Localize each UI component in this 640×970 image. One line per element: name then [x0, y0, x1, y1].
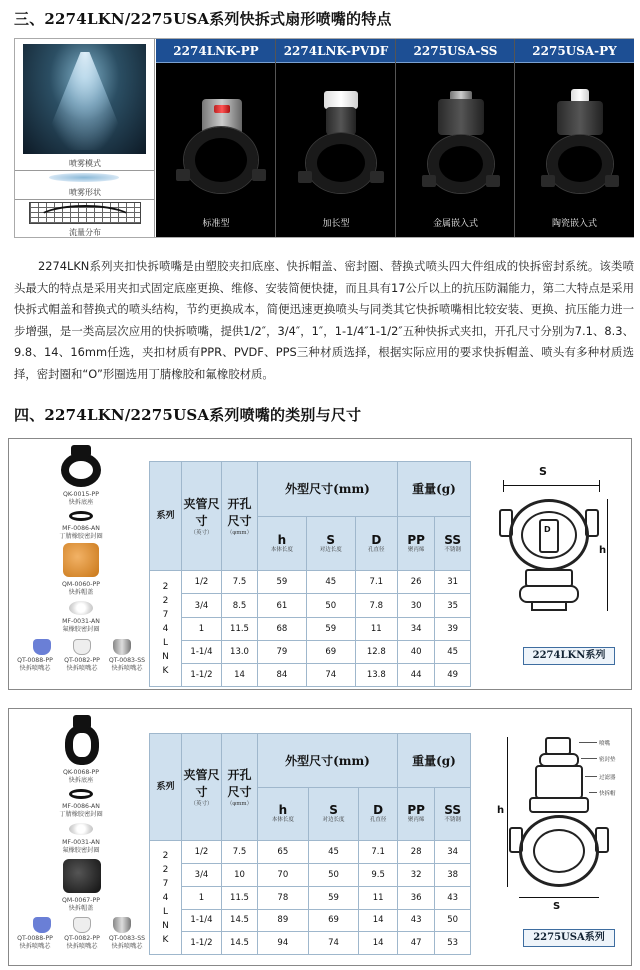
table-row: [150, 663, 471, 686]
description-paragraph: 2274LKN系列夹扣快拆喷嘴是由塑胶夹扣底座、快拆帽盖、密封圈、替换式喷头四大件组成的快拆密封系统。该类喷头最大的特点是采用夹扣式固定底座更换、维修、安装简便快捷，而且具有17公斤以上的抗压防漏能力，第二大特点是采用快拆式帽盖和替换式的喷头结构，节约更换成本，简便迅速更换喷头与同类其它快拆喷嘴相比较安装、更换、抗压能力进一步增强，是一类高层次应用的快拆喷嘴，提供1/2″，3/4″，1″，1-1/4″1-1/2″五种快拆式夹扣，开孔尺寸分别为7.1、8.3、9.8、14、16mm任选，夹扣材质有PPR、PVDF、PPS三种材质选择，根据实际应用的要求快拆帽盖、喷头有多种材质选择，密封圈和“O”形圈选用丁腈橡胶和氟橡胶材质。: [14, 259, 634, 381]
table-row: [150, 864, 471, 887]
section4-title: 四、2274LKN/2275USA系列喷嘴的类别与尺寸: [14, 406, 362, 424]
table-cell: 8.5: [222, 594, 258, 617]
col-dims: 外型尺寸(mm): [258, 734, 398, 788]
product-caption: 陶瓷嵌入式: [551, 219, 597, 229]
table-row: [150, 617, 471, 640]
table-cell: 11.5: [222, 886, 258, 909]
flow-distribution-chart: [29, 202, 141, 224]
part-cap: QM-0060-PP 快拆帽盖: [62, 581, 100, 596]
table-cell: 61: [258, 594, 307, 617]
table-cell: 12.8: [355, 640, 397, 663]
table-cell: 14: [359, 932, 398, 955]
table-cell: 39: [435, 617, 471, 640]
table-cell: 69: [306, 640, 355, 663]
table-cell: 59: [306, 617, 355, 640]
table-cell: 84: [258, 663, 307, 686]
product-2275usa-py: [515, 39, 634, 237]
part-tip-3: QT-0083-SS 快拆喷嘴芯: [108, 935, 146, 950]
features-panel: [14, 38, 634, 238]
table-row: [150, 571, 471, 594]
spec-table-2275usa: [149, 733, 471, 955]
part-seal: MF-0086-AN 丁腈橡胶密封圈: [59, 803, 103, 818]
table-cell: 74: [306, 663, 355, 686]
spec-panel-2274lkn: [8, 438, 632, 690]
table-cell: 79: [258, 640, 307, 663]
table-cell: 7.8: [355, 594, 397, 617]
col-series: 系列: [150, 734, 182, 841]
table-cell: 69: [308, 909, 359, 932]
table-cell: 10: [222, 864, 258, 887]
dim-s-label: S: [539, 465, 547, 478]
part-tip-2: QT-0082-PP 快拆喷嘴芯: [64, 657, 100, 672]
label-filter: 过滤器: [599, 775, 616, 781]
label-cap: 快拆帽: [599, 791, 616, 797]
table-row: [150, 841, 471, 864]
part-seal-fluoro: MF-0031-AN 氟橡胶密封圈: [62, 839, 100, 854]
col-h: h 本体长度: [258, 787, 309, 841]
table-cell: 78: [258, 886, 309, 909]
table-cell: 1-1/4: [182, 640, 222, 663]
label-gasket: 密封垫: [599, 757, 616, 763]
table-cell: 7.1: [359, 841, 398, 864]
col-hole: 开孔尺寸 （φmm）: [222, 462, 258, 571]
table-cell: 7.5: [222, 571, 258, 594]
spray-mode-caption: 喷雾模式: [69, 159, 101, 168]
part-tip-1: QT-0088-PP 快拆喷嘴芯: [17, 935, 53, 950]
table-cell: 14.5: [222, 932, 258, 955]
product-caption: 标准型: [202, 219, 230, 229]
spray-mode-image: [23, 44, 146, 154]
series-caption-2274lkn: 2274LKN系列: [523, 647, 615, 665]
col-ss: SS 不锈钢: [435, 516, 471, 571]
product-2274lnk-pvdf: [276, 39, 396, 237]
col-dims: 外型尺寸(mm): [258, 462, 398, 517]
table-cell: 32: [397, 864, 434, 887]
table-cell: 7.5: [222, 841, 258, 864]
table-cell: 68: [258, 617, 307, 640]
table-cell: 1/2: [182, 571, 222, 594]
col-weight: 重量(g): [397, 462, 470, 517]
part-tip-2: QT-0082-PP 快拆喷嘴芯: [64, 935, 100, 950]
table-cell: 44: [397, 663, 434, 686]
table-cell: 3/4: [182, 594, 222, 617]
part-base: QK-0068-PP 快拆底座: [63, 769, 99, 784]
table-row: [150, 886, 471, 909]
part-seal-fluoro: MF-0031-AN 氟橡胶密封圈: [62, 618, 100, 633]
flow-distribution-caption: 流量分布: [69, 228, 101, 237]
table-cell: 13.0: [222, 640, 258, 663]
table-cell: 26: [397, 571, 434, 594]
product-2274lnk-pp: [156, 39, 276, 237]
spray-shape-image: [49, 173, 119, 182]
table-cell: 1-1/4: [182, 909, 222, 932]
col-clamp: 夹管尺寸 （英寸）: [182, 462, 222, 571]
table-cell: 1/2: [182, 841, 222, 864]
dim-d-label: D: [544, 525, 551, 534]
col-weight: 重量(g): [397, 734, 470, 788]
table-cell: 1: [182, 617, 222, 640]
table-cell: 40: [397, 640, 434, 663]
table-cell: 14.5: [222, 909, 258, 932]
table-cell: 49: [435, 663, 471, 686]
dim-s-label: S: [553, 901, 561, 912]
product-model: 2275USA-PY: [515, 39, 634, 63]
col-pp: PP 聚丙烯: [397, 516, 434, 571]
table-cell: 13.8: [355, 663, 397, 686]
table-cell: 7.1: [355, 571, 397, 594]
dim-h-label: h: [497, 805, 505, 816]
table-cell: 45: [306, 571, 355, 594]
table-cell: 31: [435, 571, 471, 594]
table-cell: 34: [397, 617, 434, 640]
table-row: [150, 640, 471, 663]
col-d: D 孔直径: [355, 516, 397, 571]
table-cell: 50: [308, 864, 359, 887]
dim-h-label: h: [599, 545, 607, 556]
table-cell: 14: [222, 663, 258, 686]
table-cell: 47: [397, 932, 434, 955]
table-cell: 59: [258, 571, 307, 594]
part-tip-3: QT-0083-SS 快拆喷嘴芯: [108, 657, 146, 672]
product-model: 2275USA-SS: [396, 39, 515, 63]
spray-info-column: [15, 39, 155, 237]
section3-title: 三、2274LKN/2275USA系列快拆式扇形喷嘴的特点: [14, 10, 392, 28]
product-model: 2274LNK-PVDF: [276, 39, 396, 63]
series-caption-2275usa: 2275USA系列: [523, 929, 615, 947]
table-cell: 28: [397, 841, 434, 864]
col-h: h 本体长度: [258, 516, 307, 571]
part-seal: MF-0086-AN 丁腈橡胶密封圈: [59, 525, 103, 540]
product-model: 2274LNK-PP: [156, 39, 276, 63]
col-clamp: 夹管尺寸 （英寸）: [182, 734, 222, 841]
spray-shape-caption: 喷雾形状: [69, 188, 101, 197]
product-2275usa-ss: [396, 39, 515, 237]
part-base: QK-0015-PP 快拆底座: [63, 491, 99, 506]
table-cell: 1-1/2: [182, 663, 222, 686]
table-cell: 34: [435, 841, 471, 864]
table-cell: 89: [258, 909, 309, 932]
table-cell: 35: [435, 594, 471, 617]
series-cell: 2 2 7 4 L N K: [150, 841, 182, 955]
table-cell: 59: [308, 886, 359, 909]
product-caption: 金属嵌入式: [432, 219, 478, 229]
table-cell: 45: [308, 841, 359, 864]
col-ss: SS 不锈钢: [435, 787, 471, 841]
table-cell: 9.5: [359, 864, 398, 887]
table-cell: 50: [435, 909, 471, 932]
table-cell: 43: [435, 886, 471, 909]
table-cell: 45: [435, 640, 471, 663]
table-row: [150, 909, 471, 932]
table-cell: 65: [258, 841, 309, 864]
part-tip-1: QT-0088-PP 快拆喷嘴芯: [17, 657, 53, 672]
table-cell: 74: [308, 932, 359, 955]
spec-table-2274lkn: [149, 461, 471, 687]
col-d: D 孔直径: [359, 787, 398, 841]
table-cell: 53: [435, 932, 471, 955]
label-nozzle: 喷嘴: [599, 741, 611, 747]
table-row: [150, 932, 471, 955]
table-cell: 38: [435, 864, 471, 887]
col-hole: 开孔尺寸 （φmm）: [222, 734, 258, 841]
table-cell: 14: [359, 909, 398, 932]
table-row: [150, 594, 471, 617]
table-cell: 50: [306, 594, 355, 617]
table-cell: 30: [397, 594, 434, 617]
table-cell: 11.5: [222, 617, 258, 640]
col-s: S 对边长度: [308, 787, 359, 841]
dimension-diagram-2275usa: [495, 731, 629, 931]
table-cell: 43: [397, 909, 434, 932]
table-cell: 36: [397, 886, 434, 909]
table-cell: 1: [182, 886, 222, 909]
col-pp: PP 聚丙烯: [397, 787, 434, 841]
dimension-diagram-2274lkn: [495, 465, 615, 655]
col-series: 系列: [150, 462, 182, 571]
table-cell: 70: [258, 864, 309, 887]
table-cell: 11: [355, 617, 397, 640]
col-s: S 对边长度: [306, 516, 355, 571]
part-cap: QM-0067-PP 快拆帽盖: [62, 897, 100, 912]
series-cell: 2 2 7 4 L N K: [150, 571, 182, 687]
table-cell: 3/4: [182, 864, 222, 887]
product-caption: 加长型: [322, 219, 350, 229]
spec-panel-2275usa: [8, 708, 632, 966]
table-cell: 94: [258, 932, 309, 955]
table-cell: 1-1/2: [182, 932, 222, 955]
table-cell: 11: [359, 886, 398, 909]
